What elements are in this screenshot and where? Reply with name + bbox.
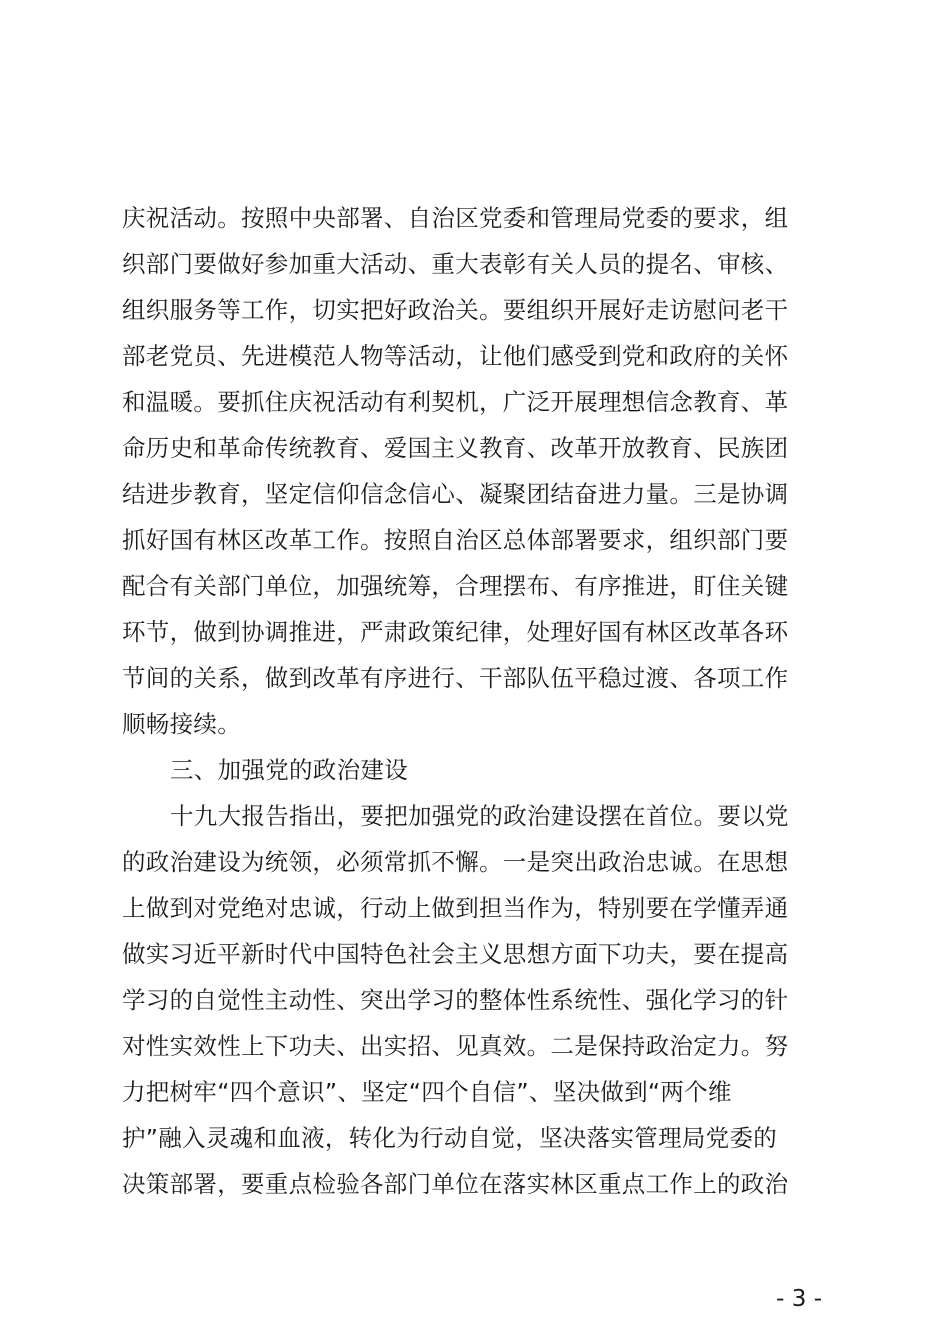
text-line: 抓好国有林区改革工作。按照自治区总体部署要求，组织部门要 [122,526,789,554]
text-line: 学习的自觉性主动性、突出学习的整体性系统性、强化学习的针 [122,986,789,1014]
text-line: 十九大报告指出，要把加强党的政治建设摆在首位。要以党 [170,802,789,830]
text-line: 配合有关部门单位，加强统筹，合理摆布、有序推进，盯住关键 [122,572,789,600]
page-number: - 3 - [776,1286,822,1312]
text-line: 顺畅接续。 [122,710,241,738]
text-line: 节间的关系，做到改革有序进行、干部队伍平稳过渡、各项工作 [122,664,789,692]
text-line: 结进步教育，坚定信仰信念信心、凝聚团结奋进力量。三是协调 [122,480,789,508]
text-line: 对性实效性上下功夫、出实招、见真效。二是保持政治定力。努 [122,1032,789,1060]
text-line: 力把树牢“四个意识”、坚定“四个自信”、坚决做到“两个维 [122,1078,732,1106]
text-line: 三、加强党的政治建设 [170,756,408,784]
text-line: 的政治建设为统领，必须常抓不懈。一是突出政治忠诚。在思想 [122,848,789,876]
text-line: 部老党员、先进模范人物等活动，让他们感受到党和政府的关怀 [122,342,789,370]
document-body [122,195,822,1207]
text-line: 组织服务等工作，切实把好政治关。要组织开展好走访慰问老干 [122,296,789,324]
text-line: 和温暖。要抓住庆祝活动有利契机，广泛开展理想信念教育、革 [122,388,789,416]
text-line: 环节，做到协调推进，严肃政策纪律，处理好国有林区改革各环 [122,618,789,646]
text-line: 庆祝活动。按照中央部署、自治区党委和管理局党委的要求，组 [122,204,789,232]
text-line: 护”融入灵魂和血液，转化为行动自觉，坚决落实管理局党委的 [122,1124,778,1152]
text-line: 做实习近平新时代中国特色社会主义思想方面下功夫，要在提高 [122,940,789,968]
text-line: 织部门要做好参加重大活动、重大表彰有关人员的提名、审核、 [122,250,789,278]
text-line: 命历史和革命传统教育、爱国主义教育、改革开放教育、民族团 [122,434,789,462]
text-line: 决策部署，要重点检验各部门单位在落实林区重点工作上的政治 [122,1170,789,1198]
text-line: 上做到对党绝对忠诚，行动上做到担当作为，特别要在学懂弄通 [122,894,789,922]
